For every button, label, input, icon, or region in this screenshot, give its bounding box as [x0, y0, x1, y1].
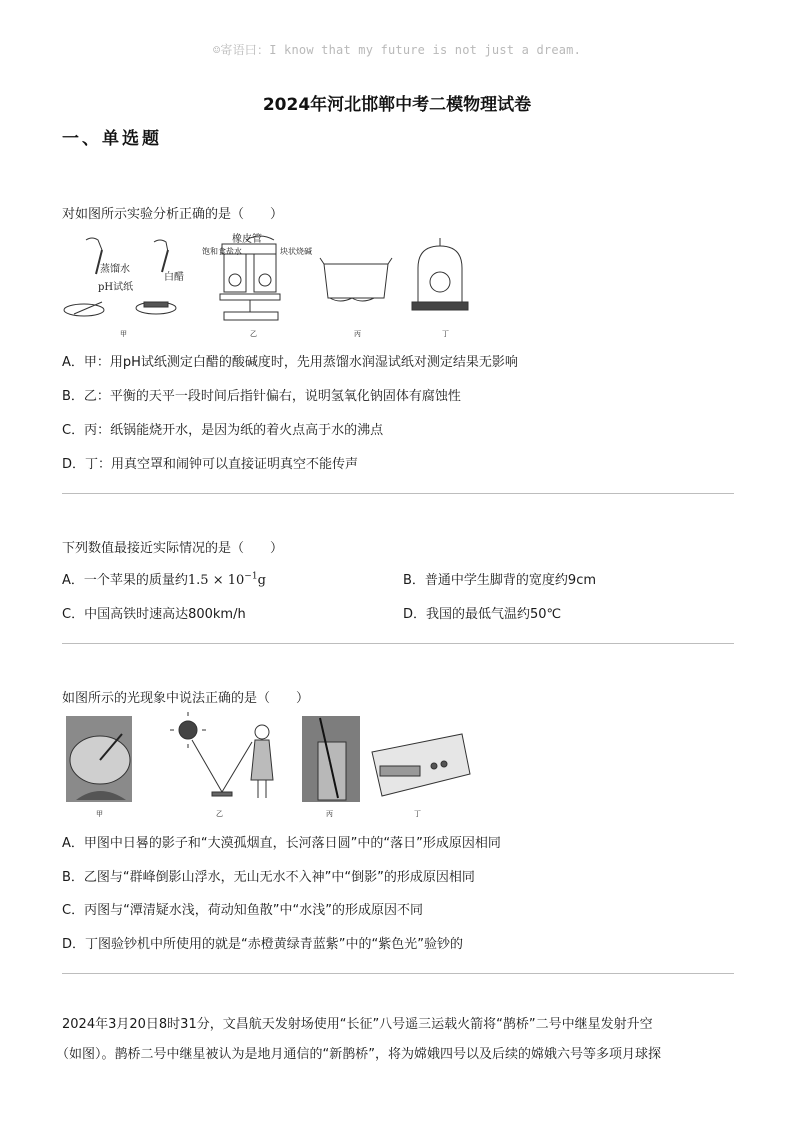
label-jia: 甲 [96, 810, 103, 818]
question-2-stem: 下列数值最接近实际情况的是（ ） [62, 541, 284, 556]
question-3-figure [62, 712, 482, 822]
math-base: 1.5 × 10 [187, 573, 245, 588]
figure-yi-reflection [170, 712, 273, 798]
label-yi: 乙 [250, 330, 257, 338]
question-1-option-d[interactable]: D．丁：用真空罩和闹钟可以直接证明真空不能传声 [62, 457, 359, 472]
question-2-option-c[interactable]: C．中国高铁时速高达800km/h [62, 607, 246, 622]
label-vinegar: 白醋 [164, 272, 184, 283]
label-ding: 丁 [414, 810, 421, 818]
figure-bing-refraction [302, 716, 360, 802]
math-exponent: −1 [244, 571, 258, 582]
figure-bing-paper-pot [320, 258, 392, 301]
question-1-option-a[interactable]: A．甲：用pH试纸测定白醋的酸碱度时，先用蒸馏水润湿试纸对测定结果无影响 [62, 355, 518, 370]
math-unit: g [257, 573, 266, 588]
question-3-option-c[interactable]: C．丙图与“潭清疑水浅，荷动知鱼散”中“水浅”的形成原因不同 [62, 903, 424, 918]
section-heading: 一、单选题 [62, 129, 162, 149]
question-2-option-d[interactable]: D．我国的最低气温约50℃ [403, 607, 562, 622]
question-divider [62, 493, 734, 494]
question-divider [62, 643, 734, 644]
question-3-stem: 如图所示的光现象中说法正确的是（ ） [62, 691, 310, 706]
label-bing: 丙 [354, 330, 361, 338]
reading-passage [56, 1010, 734, 1070]
question-1-stem: 对如图所示实验分析正确的是（ ） [62, 207, 284, 222]
label-bing: 丙 [326, 810, 333, 818]
paper-title: 2024年河北邯郸中考二模物理试卷 [262, 95, 532, 115]
figure-ding-money-detector [372, 734, 470, 796]
question-3-option-b[interactable]: B．乙图与“群峰倒影山浮水，无山无水不入神”中“倒影”的形成原因相同 [62, 870, 475, 885]
label-yi: 乙 [216, 810, 223, 818]
question-3-option-a[interactable]: A．甲图中日晷的影子和“大漠孤烟直，长河落日圆”中的“落日”形成原因相同 [62, 836, 501, 851]
passage-line-1: 2024年3月20日8时31分，文昌航天发射场使用“长征”八号遥三运载火箭将“鹊桥”二号中继星发射升空 [62, 1017, 653, 1032]
label-ph-paper: pH试纸 [98, 282, 134, 293]
label-ding: 丁 [442, 330, 449, 338]
label-jia: 甲 [120, 330, 127, 338]
figure-ding-bell-jar [412, 238, 468, 310]
question-1-option-c[interactable]: C．丙：纸锅能烧开水，是因为纸的着火点高于水的沸点 [62, 423, 384, 438]
question-2-option-b[interactable]: B．普通中学生脚背的宽度约9cm [403, 573, 597, 588]
watermark: ☺寄语曰：I know that my future is not just a dream. [212, 43, 582, 57]
apple-mass-value [188, 573, 266, 588]
option-a-text: A．一个苹果的质量约 [62, 573, 188, 588]
figure-jia-sundial [66, 716, 132, 802]
question-1-option-b[interactable]: B．乙：平衡的天平一段时间后指针偏右，说明氢氧化钠固体有腐蚀性 [62, 389, 461, 404]
label-saturated-brine: 饱和食盐水 [202, 247, 242, 256]
question-1-figure [62, 232, 482, 340]
label-distilled-water: 蒸馏水 [100, 264, 130, 275]
question-2-option-a[interactable] [62, 569, 266, 588]
figure-jia-ph-test [64, 238, 176, 316]
question-3-option-d[interactable]: D．丁图验钞机中所使用的就是“赤橙黄绿青蓝紫”中的“紫色光”验钞的 [62, 937, 463, 952]
passage-line-2: （如图）。鹊桥二号中继星被认为是地月通信的“新鹊桥”，将为嫦娥四号以及后续的嫦娥六号等多项月球探 [56, 1047, 661, 1062]
question-divider [62, 973, 734, 974]
label-rubber-tube: 橡皮管 [232, 234, 262, 245]
label-caustic-soda: 块状烧碱 [280, 247, 312, 256]
